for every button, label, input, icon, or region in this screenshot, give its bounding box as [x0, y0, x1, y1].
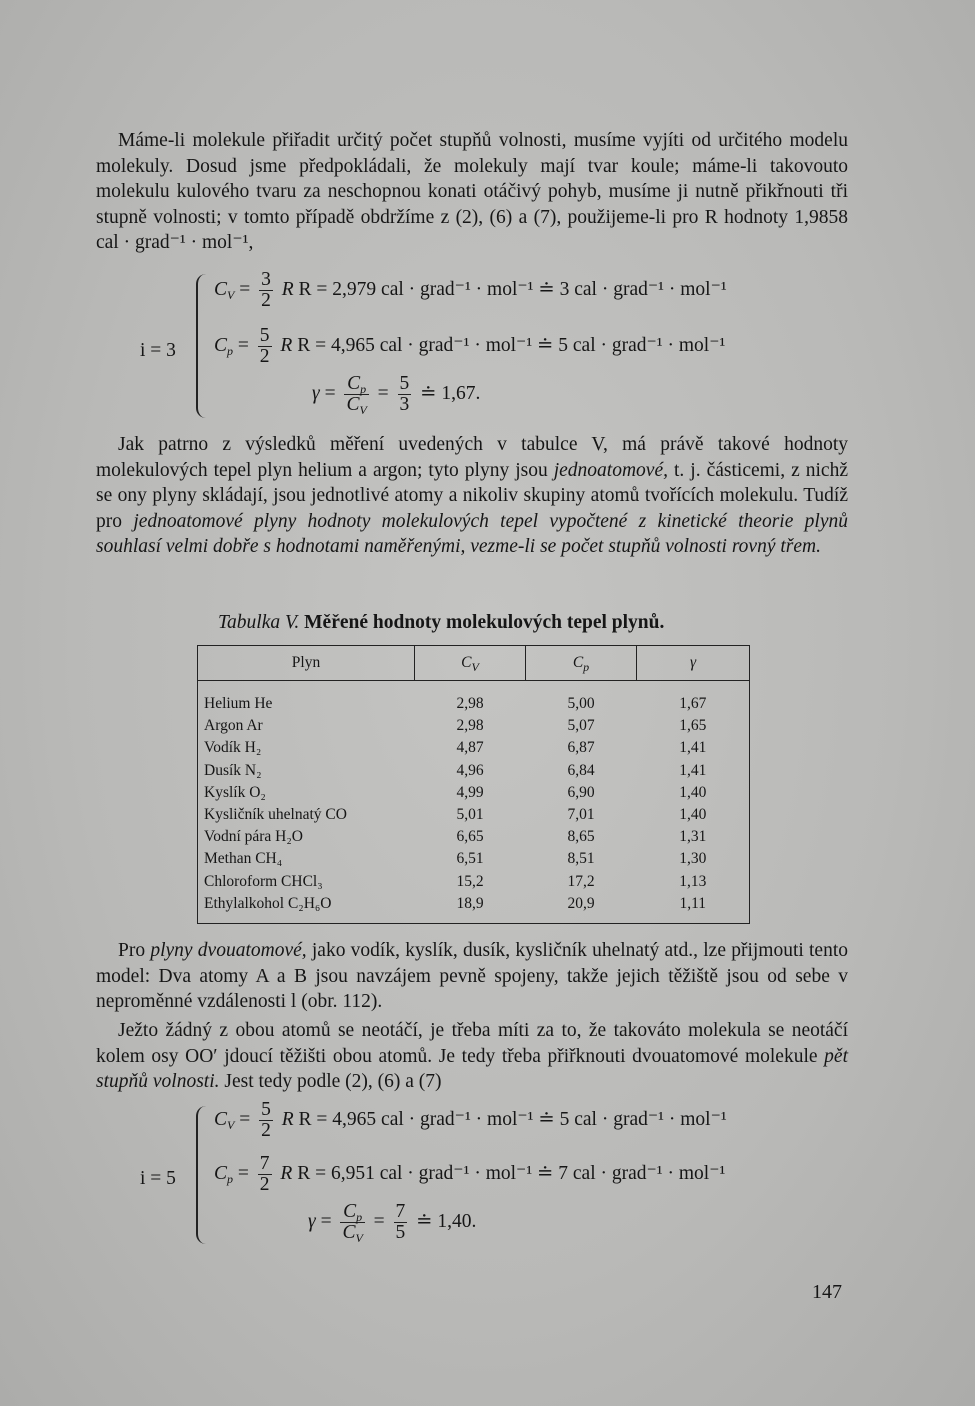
header-cv: $C_V$ — [415, 646, 526, 681]
cell-gamma: 1,65 — [679, 717, 707, 735]
cell-cp: 20,9 — [567, 894, 595, 912]
cell-cv: 4,99 — [456, 783, 484, 801]
cell-cp: 6,90 — [567, 783, 595, 801]
table-row — [198, 737, 750, 759]
cell-cp: 8,51 — [567, 850, 595, 868]
equation-cv-value: R = 2,979 cal · grad⁻¹ · mol⁻¹ ≐ 3 cal · grad⁻¹ · mol⁻¹ — [298, 278, 727, 300]
cell-cv: 2,98 — [456, 695, 484, 712]
table-row — [198, 893, 750, 924]
equation-gamma: γ = $\frac{C_p}{C_V}$ = $\frac{5}{3}$ ≐ 1,67. — [312, 373, 481, 417]
cell-cp: 5,00 — [567, 695, 595, 712]
cell-cp: 6,84 — [567, 761, 595, 779]
table-row — [198, 681, 750, 716]
fraction: $\frac{7}{2}$ — [259, 1153, 270, 1195]
paragraph-intro — [96, 128, 848, 256]
cell-gamma: 1,40 — [679, 806, 707, 824]
table-row — [198, 804, 750, 826]
equation-cv-value: R = 4,965 cal · grad⁻¹ · mol⁻¹ ≐ 5 cal · grad⁻¹ · mol⁻¹ — [298, 1108, 727, 1130]
paragraph-rotation: Ježto žádný z obou atomů se neotáčí, je třeba míti za to, že takováto molekula se neotáčí kolem osy OO′ jdoucí těžišti obou atomů. Je tedy třeba přiřknouti dvouatomové molekule pět stupňů volnosti. Jest tedy podle (2), (6) a (7) — [96, 1020, 848, 1092]
table-row — [198, 848, 750, 870]
cell-gas: Argon Ar — [204, 717, 263, 735]
table-row — [198, 871, 750, 893]
table-row — [198, 715, 750, 737]
cell-gas: Methan CH₄ — [204, 850, 283, 868]
cell-gas: Chloroform CHCl₃ — [204, 872, 323, 890]
header-cp: $C_p$ — [526, 646, 637, 681]
header-gas: Plyn — [198, 646, 415, 681]
paragraph-intro-text: Máme-li molekule přiřadit určitý počet stupňů volnosti, musíme vyjíti od určitého modelu molekuly. Dosud jsme předpokládali, že molekuly mají tvar koule; máme-li takovouto molekulu kulového tvaru za neschopnou konati otáčivý pohyb, musíme ji nutně přikřnouti tři stupně volnosti; v tomto případě obdržíme z (2), (6) a (7), použijeme-li pro R hodnoty 1,9858 cal · grad⁻¹ · mol⁻¹, — [96, 130, 848, 253]
cell-cp: 8,65 — [567, 828, 595, 846]
paragraph-monoatomic: Jak patrno z výsledků měření uvedených v tabulce V, má právě takové hodnoty molekulových tepel plyn helium a argon; tyto plyny jsou jednoatomové, t. j. částicemi, z nichž se ony plyny skládají, jsou jednotlivé atomy a nikoliv skupiny atomů tvořících molekulu. Tudíž pro jednoatomové plyny hodnoty molekulových tepel vypočtené z kinetické theorie plynů souhlasí velmi dobře s hodnotami naměřenými, vezme-li se počet stupňů volnosti rovný třem. — [96, 434, 848, 557]
left-brace — [196, 1106, 212, 1244]
equation-gamma: γ = $\frac{C_p}{C_V}$ = $\frac{7}{5}$ ≐ 1,40. — [308, 1201, 477, 1245]
fraction: $\frac{C_p}{C_V}$ — [346, 373, 367, 417]
fraction: $\frac{3}{2}$ — [261, 269, 271, 311]
header-gamma: γ — [637, 646, 750, 681]
cell-cv: 4,87 — [456, 739, 484, 757]
cell-gamma: 1,67 — [679, 695, 707, 712]
cell-gas: Kyslík O₂ — [204, 783, 266, 801]
cell-cv: 2,98 — [456, 717, 484, 735]
fraction: $\frac{7}{5}$ — [395, 1201, 406, 1243]
fraction: $\frac{5}{3}$ — [399, 373, 410, 415]
cell-cp: 5,07 — [567, 717, 595, 735]
cell-gamma: 1,11 — [679, 894, 707, 912]
table-caption-label: Tabulka V. — [218, 612, 300, 633]
equations-monoatomic — [140, 268, 840, 418]
table-caption-text: Měřené hodnoty molekulových tepel plynů. — [304, 612, 665, 633]
equation-cp: $C_p$ = $\frac{5}{2}$ R R = 4,965 cal · grad⁻¹ · mol⁻¹ ≐ 5 cal · grad⁻¹ · mol⁻¹ — [214, 325, 726, 367]
table-row — [198, 826, 750, 848]
left-brace — [196, 274, 212, 418]
equation-gamma-value: ≐ 1,40. — [416, 1210, 477, 1232]
fraction: $\frac{C_p}{C_V}$ — [342, 1201, 363, 1245]
page-number: 147 — [812, 1281, 842, 1303]
heat-capacity-table — [197, 645, 750, 924]
cell-cp: 17,2 — [567, 872, 595, 890]
cell-gamma: 1,41 — [679, 761, 707, 779]
equation-label: i = 5 — [140, 1168, 176, 1189]
cell-cv: 18,9 — [456, 894, 484, 912]
cell-gas: Kysličník uhelnatý CO — [204, 806, 347, 824]
cell-gas: Ethylalkohol C₂H₆O — [204, 894, 332, 912]
equation-cv: $C_V$ = $\frac{5}{2}$ R R = 4,965 cal · grad⁻¹ · mol⁻¹ ≐ 5 cal · grad⁻¹ · mol⁻¹ — [214, 1099, 727, 1141]
cell-gamma: 1,41 — [679, 739, 707, 757]
fraction: $\frac{5}{2}$ — [261, 1099, 271, 1141]
table-row — [198, 782, 750, 804]
equation-cp-value: R = 4,965 cal · grad⁻¹ · mol⁻¹ ≐ 5 cal · grad⁻¹ · mol⁻¹ — [297, 334, 726, 356]
cell-cv: 4,96 — [456, 761, 484, 779]
table-row — [198, 760, 750, 782]
cell-gamma: 1,30 — [679, 850, 707, 868]
cell-gas: Vodní pára H₂O — [204, 828, 303, 846]
cell-cv: 15,2 — [456, 872, 484, 890]
equation-cp: $C_p$ = $\frac{7}{2}$ R R = 6,951 cal · grad⁻¹ · mol⁻¹ ≐ 7 cal · grad⁻¹ · mol⁻¹ — [214, 1153, 726, 1195]
cell-cv: 6,51 — [456, 850, 484, 868]
cell-gamma: 1,13 — [679, 872, 707, 890]
equation-gamma-value: ≐ 1,67. — [420, 382, 481, 404]
cell-cv: 5,01 — [456, 806, 484, 824]
cell-cp: 6,87 — [567, 739, 595, 757]
cell-gamma: 1,40 — [679, 783, 707, 801]
cell-gas: Dusík N₂ — [204, 761, 262, 779]
cell-cp: 7,01 — [567, 806, 595, 824]
equation-label: i = 3 — [140, 340, 176, 361]
cell-cv: 6,65 — [456, 828, 484, 846]
cell-gamma: 1,31 — [679, 828, 707, 846]
equation-cp-value: R = 6,951 cal · grad⁻¹ · mol⁻¹ ≐ 7 cal · grad⁻¹ · mol⁻¹ — [297, 1162, 726, 1184]
paragraph-diatomic: Pro plyny dvouatomové, jako vodík, kyslík, dusík, kysličník uhelnatý atd., lze přijmouti tento model: Dva atomy A a B jsou navzájem pevně spojeny, takže jejich těžiště jsou od sebe v neproměnné vzdálenosti l (obr. 112). — [96, 940, 849, 1012]
cell-gas: Vodík H₂ — [204, 739, 262, 757]
table-caption — [218, 612, 664, 634]
equation-cv: $C_V$ = $\frac{3}{2}$ R R = 2,979 cal · grad⁻¹ · mol⁻¹ ≐ 3 cal · grad⁻¹ · mol⁻¹ — [214, 269, 727, 311]
fraction: $\frac{5}{2}$ — [259, 325, 270, 367]
cell-gas: Helium He — [204, 695, 273, 712]
equations-diatomic — [140, 1098, 840, 1248]
